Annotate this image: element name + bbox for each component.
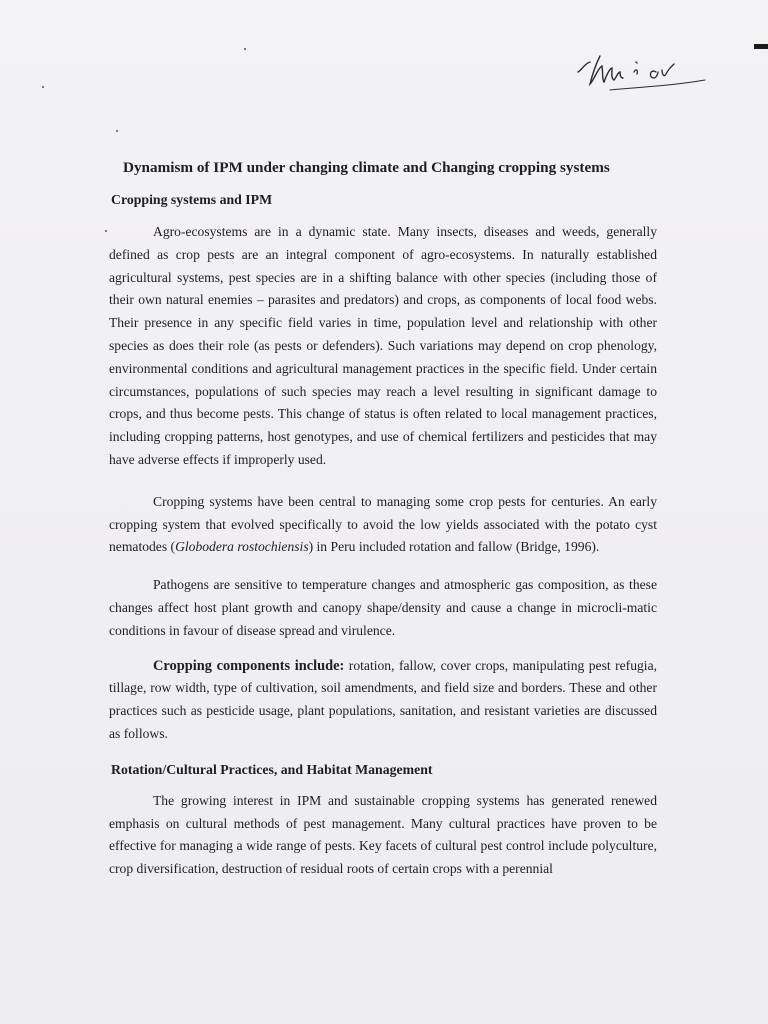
paragraph-cropping-history [109, 491, 657, 559]
paragraph-pathogens: Pathogens are sensitive to temperature changes and atmospheric gas composition, as these changes affect host plant growth and canopy shape/density and cause a change in microcli-matic conditions in favour of disease spread and virulence. [109, 577, 657, 638]
scan-speck [116, 130, 118, 132]
paragraph-cropping-history-before: Cropping systems have been central to managing some crop pests for centuries. An early cropping system that evolved specifically to avoid the low yields associated with the potato cyst nematodes ( [109, 493, 657, 555]
cropping-components-lead: Cropping components include: [153, 657, 345, 674]
paragraph-cultural-methods: The growing interest in IPM and sustainable cropping systems has generated renewed emphasis on cultural methods of pest management. Many cultural practices have proven to be effective for managing a wide range of pests. Key facets of cultural pest control include polyculture, crop diversification, destruction of residual roots of certain crops with a perennial [109, 792, 657, 877]
species-name: Globodera rostochiensis [175, 539, 309, 555]
paragraph-cropping-components [109, 655, 657, 746]
section-heading-rotation-cultural: Rotation/Cultural Practices, and Habitat Management [111, 761, 433, 777]
handwritten-signature [570, 50, 720, 95]
scan-edge-mark [754, 44, 768, 49]
document-title: Dynamism of IPM under changing climate and Changing cropping systems [123, 159, 610, 176]
document-body [109, 158, 657, 881]
scan-speck [42, 86, 44, 88]
paragraph-cropping-history-after: ) in Peru included rotation and fallow (Bridge, 1996). [308, 539, 600, 555]
scan-speck [105, 230, 107, 232]
cropping-components-rest: rotation, fallow, cover crops, manipulating pest refugia, tillage, row width, type of cultivation, soil amendments, and field size and borders. These and other practices such as pesticide usage, plant populations, sanitation, and resistant varieties are discussed as follows. [109, 657, 657, 741]
section-heading-cropping-systems: Cropping systems and IPM [111, 192, 273, 207]
paragraph-agro-ecosystems: Agro-ecosystems are in a dynamic state. Many insects, diseases and weeds, generally defined as crop pests are an integral component of agro-ecosystems. In naturally established agricultural systems, pest species are in a shifting balance with other species (including those of their own natural enemies – parasites and predators) and crops, as components of local food webs. Their presence in any specific field varies in time, population level and relationship with other species as does their role (as pests or defenders). Such variations may depend on crop phenology, environmental conditions and agricultural management practices in the specific field. Under certain circumstances, populations of such species may reach a level resulting in significant damage to crops, and thus become pests. This change of status is often related to local management practices, including cropping patterns, host genotypes, and use of chemical fertilizers and pesticides that may have adverse effects if improperly used. [109, 224, 657, 467]
scan-speck [244, 48, 246, 50]
